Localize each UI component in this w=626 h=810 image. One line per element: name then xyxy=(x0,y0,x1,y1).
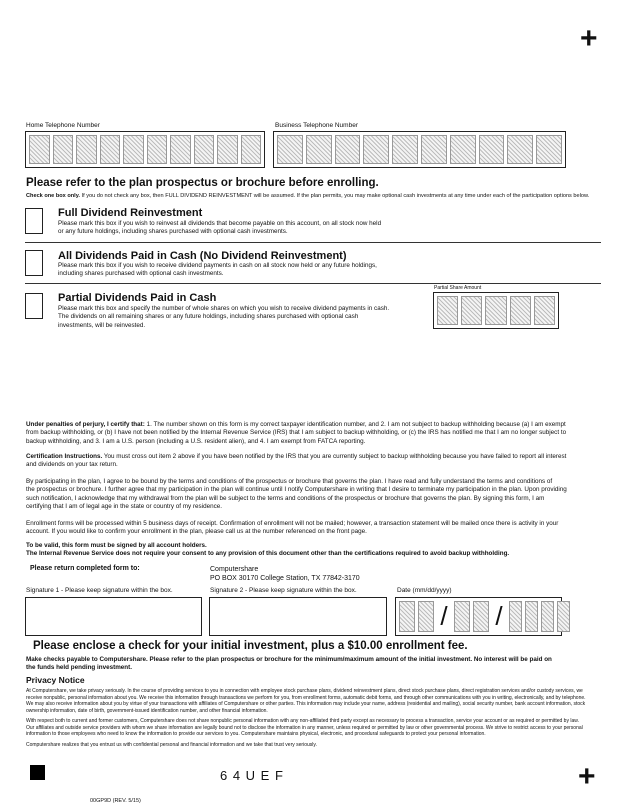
certification-bold: Certification Instructions. xyxy=(26,453,103,460)
address-line: PO BOX 30170 College Station, TX 77842-3170 xyxy=(210,575,360,582)
cash-dividends-checkbox[interactable] xyxy=(25,250,43,276)
phone-digit-box[interactable] xyxy=(100,135,121,164)
option-title: Partial Dividends Paid in Cash xyxy=(58,292,217,304)
phone-digit-box[interactable] xyxy=(421,135,447,164)
phone-digit-box[interactable] xyxy=(147,135,168,164)
date-digit-box[interactable] xyxy=(557,601,570,632)
partial-dividends-checkbox[interactable] xyxy=(25,293,43,319)
share-digit-box[interactable] xyxy=(437,296,458,325)
business-phone-field[interactable] xyxy=(273,131,566,168)
date-separator: / xyxy=(495,601,503,631)
privacy-paragraph-3: Computershare realizes that you entrust us with confidential personal and financial information and we take that trust very seriously. xyxy=(26,742,317,748)
home-phone-label: Home Telephone Number xyxy=(26,122,100,129)
date-digit-box[interactable] xyxy=(509,601,522,632)
validity-line: The Internal Revenue Service does not require your consent to any provision of this document other than the certifications required to avoid backup withholding. xyxy=(26,550,510,558)
signature1-label: Signature 1 - Please keep signature within the box. xyxy=(26,587,173,594)
perjury-text: 1. The number shown on this form is my correct taxpayer identification number, and 2. I am not subject to backup withholding because (a) I am exempt xyxy=(144,421,566,428)
phone-digit-box[interactable] xyxy=(335,135,361,164)
option-line: The dividends on all remaining shares or any future holdings, including shares purchased with optional cash xyxy=(58,313,359,321)
privacy-line: We may also receive information about you by virtue of your transactions with affiliates of Computershare or other parties. This information may include your name, address (residential and mailing), social security number, bank account information, stock xyxy=(26,701,586,707)
enrollment-line: Enrollment forms will be processed within 5 business days of receipt. Confirmation of enrollment will not be mailed; however, a transaction statement will be mailed once there is activity in your xyxy=(26,520,559,527)
payable-line: the funds held pending investment. xyxy=(26,664,133,672)
option-title: All Dividends Paid in Cash (No Dividend Reinvestment) xyxy=(58,250,347,262)
participation-terms xyxy=(26,478,567,511)
option-description xyxy=(58,262,377,279)
share-digit-box[interactable] xyxy=(461,296,482,325)
certification-text: You must cross out item 2 above if you have been notified by the IRS that you are currently subject to backup withholding because you have failed to report all interest xyxy=(102,453,567,460)
perjury-line: from backup withholding, or (b) I have not been notified by the Internal Revenue Service (IRS) that I am subject to backup withholding, or (c) the IRS has notified me that I am no longer subject to xyxy=(26,429,567,437)
return-address xyxy=(210,565,360,583)
registration-mark-bottom: + xyxy=(578,760,596,793)
privacy-line: With respect both to current and former customers, Computershare does not share nonpublic personal information with any non-affiliated third party except as necessary to process a transaction, service your account or as required or permitted by law. xyxy=(26,718,579,724)
option-line: including shares purchased with optional cash investments. xyxy=(58,270,224,278)
enrollment-line: account. If you would like to confirm your enrollment in the plan, please call us at the number referenced on the front page. xyxy=(26,528,367,536)
phone-digit-box[interactable] xyxy=(123,135,144,164)
participation-line: certifying that I am of legal age in the state or country of my residence. xyxy=(26,502,223,510)
perjury-bold: Under penalties of perjury, I certify that: xyxy=(26,421,145,428)
phone-digit-box[interactable] xyxy=(76,135,97,164)
date-digit-box[interactable] xyxy=(525,601,538,632)
option-line: investments, will be reinvested. xyxy=(58,321,146,329)
certification-line: and dividends on your tax return. xyxy=(26,461,118,469)
signature2-label: Signature 2 - Please keep signature within the box. xyxy=(210,587,357,594)
option-line: Please mark this box and specify the number of whole shares on which you wish to receive dividend payments in cash. xyxy=(58,305,390,312)
date-separator: / xyxy=(440,601,448,631)
option-description xyxy=(58,220,381,237)
privacy-paragraph-2 xyxy=(26,718,583,738)
phone-digit-box[interactable] xyxy=(217,135,238,164)
option-line: or any future holdings, including shares purchased with optional cash investments. xyxy=(58,228,288,236)
date-digit-box[interactable] xyxy=(473,601,489,632)
form-id: 00GP9D (REV. 5/15) xyxy=(90,798,141,804)
date-field[interactable] xyxy=(395,597,562,636)
partial-share-label: Partial Share Amount xyxy=(434,285,482,291)
signature1-box[interactable] xyxy=(25,597,202,636)
phone-digit-box[interactable] xyxy=(536,135,562,164)
registration-block xyxy=(30,765,45,780)
check-heading: Please enclose a check for your initial investment, plus a $10.00 enrollment fee. xyxy=(33,640,468,652)
perjury-line: backup withholding, and 3. I am a U.S. person (including a U.S. resident alien), and 4. I am exempt from FATCA reporting. xyxy=(26,437,366,445)
perjury-statement xyxy=(26,421,566,446)
phone-digit-box[interactable] xyxy=(306,135,332,164)
payable-instructions xyxy=(26,656,552,673)
return-label: Please return completed form to: xyxy=(30,565,140,572)
privacy-title: Privacy Notice xyxy=(26,675,85,685)
privacy-line: information to those employees who need to know the information to provide our services to you. Computershare maintains physical, electronic, and procedural safeguards to protect your personal information. xyxy=(26,731,486,737)
check-instruction xyxy=(26,193,589,199)
enrollment-heading: Please refer to the plan prospectus or brochure before enrolling. xyxy=(26,177,379,189)
participation-line: By participating in the plan, I agree to be bound by the terms and conditions of the prospectus or brochure that governs the plan. I have read and fully understand the terms and conditions of xyxy=(26,478,553,485)
privacy-line: At Computershare, we take privacy seriously. In the course of providing services to you in connection with employee stock purchase plans, dividend reinvestment plans, direct stock purchase plans, direct registration services and/or custody services, we xyxy=(26,688,583,694)
share-digit-box[interactable] xyxy=(510,296,531,325)
privacy-paragraph-1 xyxy=(26,688,586,714)
check-instruction-bold: Check one box only. xyxy=(26,193,80,199)
enrollment-processing xyxy=(26,520,558,537)
phone-digit-box[interactable] xyxy=(241,135,262,164)
address-company: Computershare xyxy=(210,566,259,573)
registration-mark: + xyxy=(580,22,598,55)
share-digit-box[interactable] xyxy=(534,296,555,325)
privacy-line: Our affiliates and outside service providers with whom we share information are legally bound not to disclose the information in any manner, unless required or permitted by law or other governmental process. We strive to restrict access to your personal xyxy=(26,724,583,731)
privacy-line: receive nonpublic, personal information about you. We receive this information through transactions we perform for you, from enrollment forms, automatic debit forms, and through other communications with you in writing, electronically, and by telephone. xyxy=(26,694,586,701)
home-phone-field[interactable] xyxy=(25,131,265,168)
privacy-line: ownership information, date of birth, government-issued identification number, and other financial information. xyxy=(26,707,268,714)
divider xyxy=(25,242,601,243)
participation-line: such notification, I acknowledge that my withdrawal from the plan will be subject to the terms and conditions of the prospectus or brochure that governs the plan. By signing this form, I am xyxy=(26,494,545,502)
payable-line: Make checks payable to Computershare. Please refer to the plan prospectus or brochure for the minimum/maximum amount of the initial investment. No interest will be paid on xyxy=(26,656,552,663)
phone-digit-box[interactable] xyxy=(170,135,191,164)
date-digit-box[interactable] xyxy=(418,601,434,632)
phone-digit-box[interactable] xyxy=(29,135,50,164)
divider xyxy=(25,283,601,284)
certification-instructions xyxy=(26,453,566,470)
option-line: Please mark this box if you wish to reinvest all dividends that become payable on this account, on all stock now held xyxy=(58,220,382,227)
date-label: Date (mm/dd/yyyy) xyxy=(397,587,452,594)
phone-digit-box[interactable] xyxy=(507,135,533,164)
phone-digit-box[interactable] xyxy=(277,135,303,164)
signature2-box[interactable] xyxy=(209,597,387,636)
validity-line: To be valid, this form must be signed by all account holders. xyxy=(26,542,207,549)
date-digit-box[interactable] xyxy=(454,601,470,632)
phone-digit-box[interactable] xyxy=(53,135,74,164)
date-digit-box[interactable] xyxy=(399,601,415,632)
share-digit-box[interactable] xyxy=(485,296,506,325)
date-digit-box[interactable] xyxy=(541,601,554,632)
business-phone-label: Business Telephone Number xyxy=(275,122,358,129)
phone-digit-box[interactable] xyxy=(450,135,476,164)
validity-notice xyxy=(26,542,509,559)
phone-digit-box[interactable] xyxy=(392,135,418,164)
partial-share-amount-field[interactable] xyxy=(433,292,559,329)
phone-digit-box[interactable] xyxy=(479,135,505,164)
full-reinvestment-checkbox[interactable] xyxy=(25,208,43,234)
option-title: Full Dividend Reinvestment xyxy=(58,207,203,219)
phone-digit-box[interactable] xyxy=(363,135,389,164)
participation-line: the prospectus or brochure. I further agree that my participation in the plan will continue until I notify Computershare in writing that I desire to terminate my participation in the plan. Upon providing xyxy=(26,486,567,494)
form-code: 6 4 U E F xyxy=(220,768,284,783)
check-instruction-text: If you do not check any box, then FULL DIVIDEND REINVESTMENT will be assumed. If the plan permits, you may make optional cash investments at any time under each of the participation options below. xyxy=(79,193,590,199)
phone-digit-box[interactable] xyxy=(194,135,215,164)
option-description xyxy=(58,305,389,330)
option-line: Please mark this box if you wish to receive dividend payments in cash on all stock now held or any future holdings, xyxy=(58,262,377,269)
